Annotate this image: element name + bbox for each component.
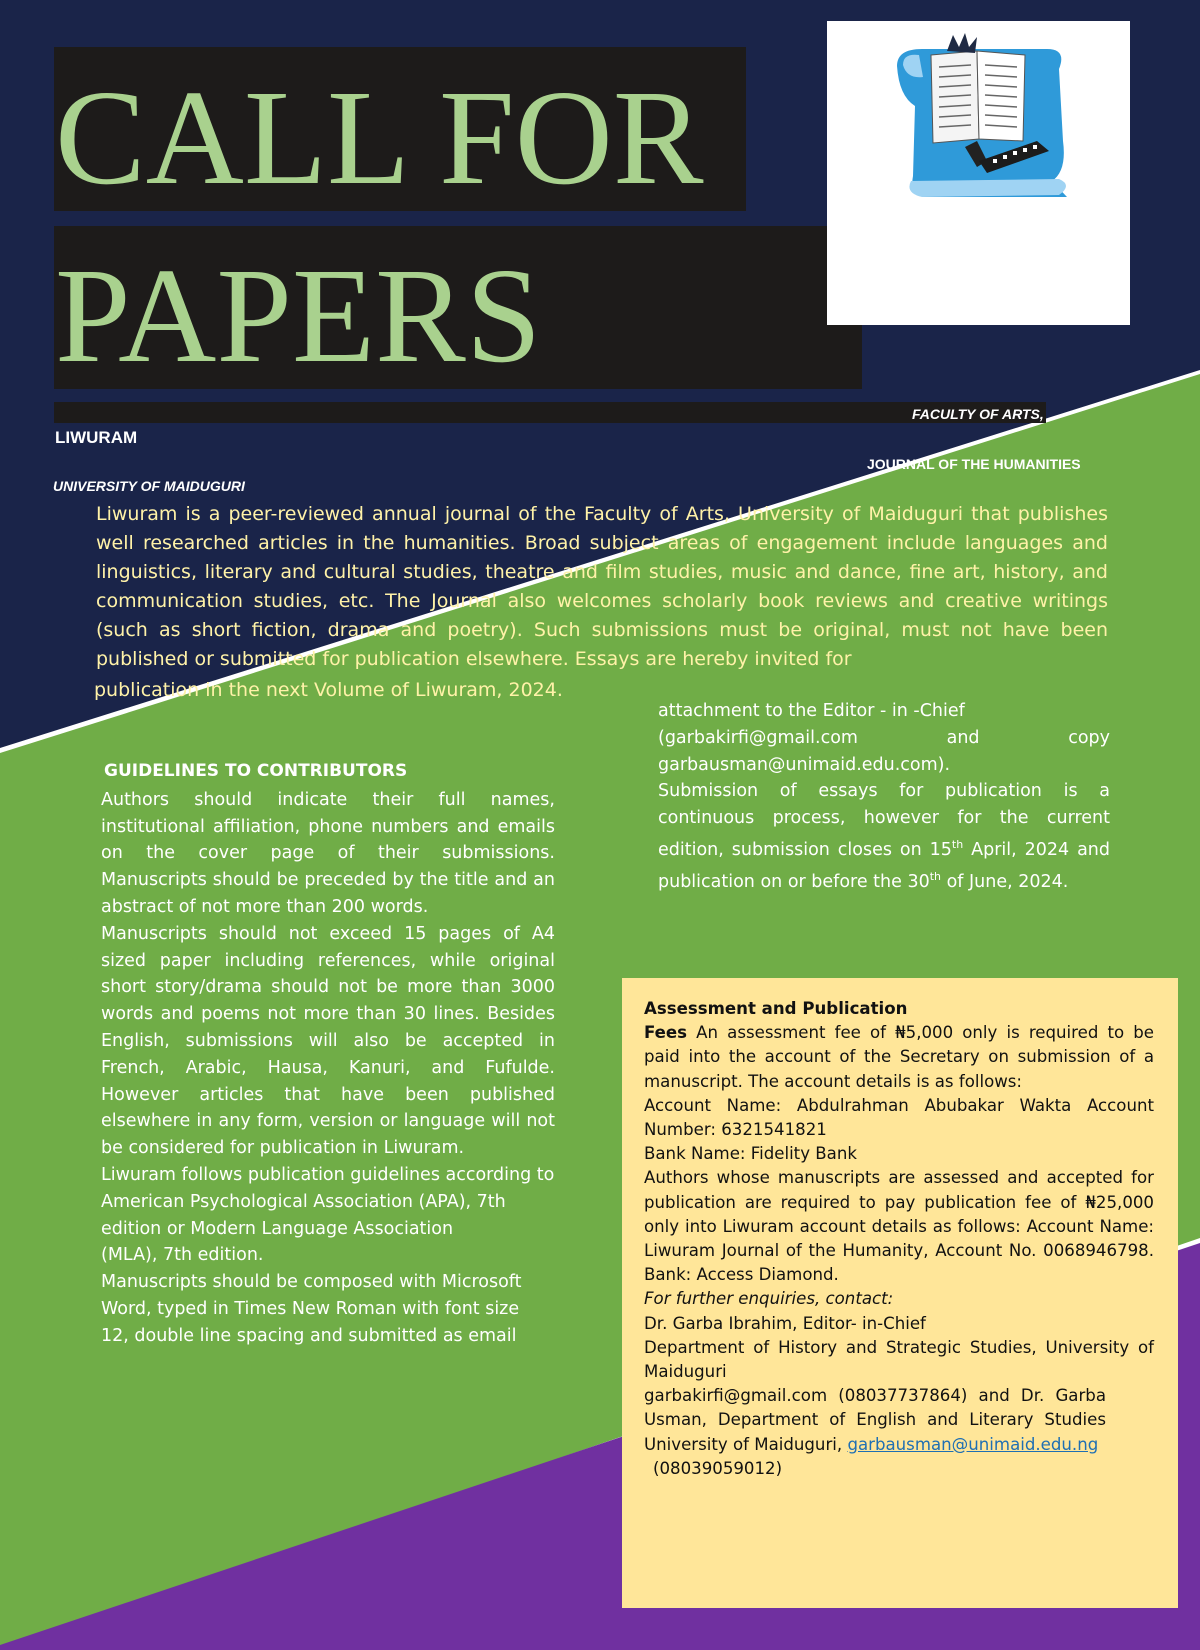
intro-paragraph: Liwuram is a peer-reviewed annual journal of the Faculty of Arts, University of Maiduguri that publishes well researched articles in the humanities. Broad subject areas of engagement include languages and linguistics, literary and cultural studies, theatre and film studies, music and dance, fine art, history, and communication studies, etc. The Journal also welcomes scholarly book reviews and creative writings (such as short fiction, drama and poetry). Such submissions must be original, must not have been published or submitted for publication elsewhere. Essays are hereby invited for: [96, 503, 1108, 670]
guidelines-p3b: (MLA), 7th edition.: [101, 1245, 264, 1266]
assessment-box: [622, 978, 1178, 1608]
contact-details: garbakirfi@gmail.com (08037737864) and Dr. Garba Usman, Department of English and Literary Studies University of Maiduguri, garbausman@unimaid.edu.ng: [644, 1386, 1106, 1454]
guidelines-section: [101, 758, 555, 1350]
guidelines-p4a: Manuscripts should be composed with Microsoft Word, typed in Times New Roman with font size: [101, 1272, 522, 1319]
journal-type-label: JOURNAL OF THE HUMANITIES: [867, 456, 1081, 472]
faculty-label: FACULTY OF ARTS,: [912, 406, 1044, 422]
guidelines-heading: GUIDELINES TO CONTRIBUTORS: [104, 761, 408, 781]
university-label: UNIVERSITY OF MAIDUGURI: [53, 478, 245, 494]
submission-section: [658, 698, 1110, 895]
guidelines-p1: Authors should indicate their full names, institutional affiliation, phone numbers and emails on the cover page of their submissions. Manuscripts should be preceded by the title and an abstract of not more than 200 words.: [101, 789, 555, 917]
bank-name: Bank Name: Fidelity Bank: [644, 1144, 857, 1164]
journal-name: LIWURAM: [55, 428, 138, 447]
guidelines-p3a: Liwuram follows publication guidelines according to American Psychological Association (APA), 7th edition or Modern Language Association: [101, 1164, 555, 1239]
title-line-1: CALL FOR: [55, 63, 704, 213]
assessment-heading: Assessment and Publication: [644, 999, 908, 1018]
publication-fee: Authors whose manuscripts are assessed and accepted for publication are required to pay publication fee of ₦25,000 only into Liwuram account details as follows: Account Name: Liwuram Journal of the Humanity, Account No. 0068946798. Bank: Access Diamond.: [644, 1168, 1154, 1285]
phone-2: (08039059012): [653, 1458, 783, 1478]
guidelines-p4b: 12, double line spacing and submitted as email: [101, 1325, 517, 1346]
journal-logo: [827, 21, 1130, 325]
department-1: Department of History and Strategic Studies, University of Maiduguri: [644, 1337, 1154, 1382]
enquiries-label: For further enquiries, contact:: [644, 1289, 894, 1309]
email-link[interactable]: garbausman@unimaid.edu.ng: [847, 1434, 1099, 1454]
assessment-fees: Fees An assessment fee of ₦5,000 only is required to be paid into the account of the Secretary on submission of a manuscript. The account details is as follows:: [644, 1023, 1154, 1091]
submission-line2: (garbakirfi@gmail.com and copy garbausman@unimaid.edu.com).: [658, 727, 1110, 775]
account-details: Account Name: Abdulrahman Abubakar Wakta Account Number: 6321541821: [644, 1095, 1154, 1140]
guidelines-p2: Manuscripts should not exceed 15 pages of A4 sized paper including references, while original short story/drama should not be more than 3000 words and poems not more than 30 lines. Besides English, submissions will also be accepted in French, Arabic, Hausa, Kanuri, and Fufulde. However articles that have been published elsewhere in any form, version or language will not be considered for publication in Liwuram.: [101, 923, 555, 1159]
title-line-2: PAPERS: [55, 241, 542, 391]
submission-line1: attachment to the Editor - in -Chief: [658, 701, 965, 721]
header-bar: [54, 402, 1046, 423]
submission-deadline: Submission of essays for publication is a continuous process, however for the current edition, submission closes on 15th April, 2024 and publication on or before the 30th of June, 2024.: [658, 781, 1110, 892]
intro-last-line: publication in the next Volume of Liwuram, 2024.: [94, 679, 563, 701]
scroll-book-logo-icon: [827, 21, 1130, 325]
editor-name: Dr. Garba Ibrahim, Editor- in-Chief: [644, 1313, 926, 1333]
